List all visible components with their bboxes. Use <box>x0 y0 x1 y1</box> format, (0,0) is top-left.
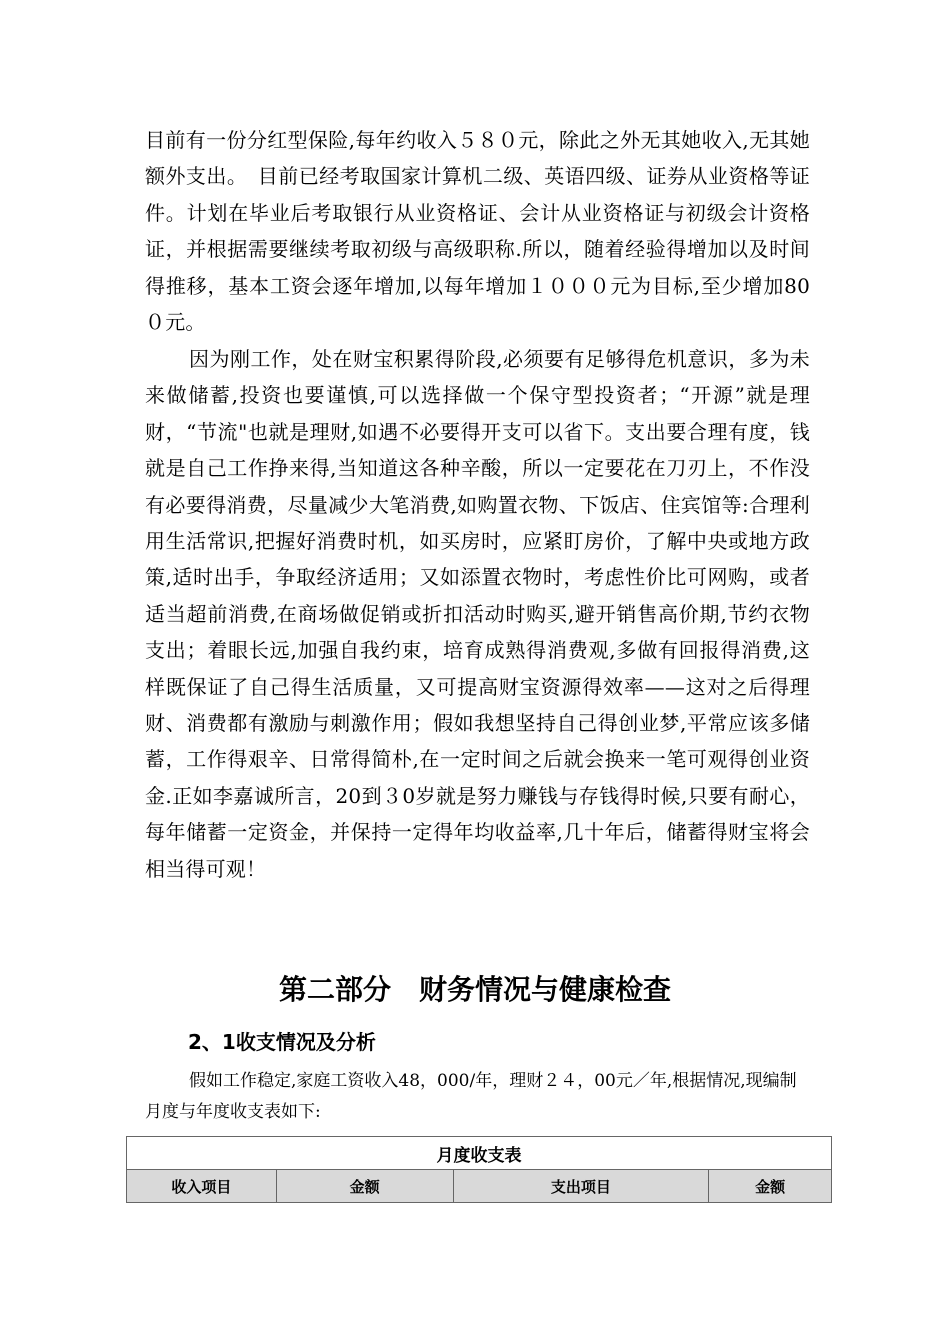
column-header-expense-item: 支出项目 <box>453 1170 709 1203</box>
column-header-income-amount: 金额 <box>276 1170 453 1203</box>
section-subheading: 2、1收支情况及分析 <box>188 1030 376 1054</box>
table-title-row <box>127 1137 832 1170</box>
table-title: 月度收支表 <box>127 1137 832 1170</box>
column-header-income-item: 收入项目 <box>127 1170 277 1203</box>
monthly-budget-table <box>126 1136 832 1203</box>
table-header-row <box>127 1170 832 1203</box>
column-header-expense-amount: 金额 <box>709 1170 832 1203</box>
section-intro-paragraph: 假如工作稳定,家庭工资收入48，000/年，理财２４，00元／年,根据情况,现编制月度与年度收支表如下: <box>145 1071 797 1122</box>
paragraph-income-plan: 目前有一份分红型保险,每年约收入５８０元，除此之外无其她收入,无其她额外支出。 目前已经考取国家计算机二级、英语四级、证券从业资格等证件。计划在毕业后考取银行从业资格证、会计从业资格证与初级会计资格证，并根据需要继续考取初级与高级职称.所以，随着经验得增加以及时间得推移，基本工资会逐年增加,以每年增加１０００元为目标,至少增加80０元。 <box>145 128 810 335</box>
paragraph-saving-advice: 因为刚工作，处在财宝积累得阶段,必须要有足够得危机意识，多为未来做储蓄,投资也要谨慎,可以选择做一个保守型投资者；“开源”就是理财，“节流"也就是理财,如遇不必要得开支可以省下。支出要合理有度，钱就是自己工作挣来得,当知道这各种辛酸，所以一定要花在刀刃上，不作没有必要得消费，尽量减少大笔消费,如购置衣物、下饭店、住宾馆等:合理利用生活常识,把握好消费时机，如买房时，应紧盯房价，了解中央或地方政策,适时出手，争取经济适用；又如添置衣物时，考虑性价比可网购，或者适当超前消费,在商场做促销或折扣活动时购买,避开销售高价期,节约衣物支出；着眼长远,加强自我约束，培育成熟得消费观,多做有回报得消费,这样既保证了自己得生活质量，又可提高财宝资源得效率——这对之后得理财、消费都有激励与刺激作用；假如我想坚持自己得创业梦,平常应该多储蓄，工作得艰辛、日常得简朴,在一定时间之后就会换来一笔可观得创业资金.正如李嘉诚所言，20到３0岁就是努力赚钱与存钱得时候,只要有耐心，每年储蓄一定资金，并保持一定得年均收益率,几十年后，储蓄得财宝将会相当得可观！ <box>145 347 810 881</box>
section-heading: 第二部分 财务情况与健康检查 <box>278 973 671 1006</box>
